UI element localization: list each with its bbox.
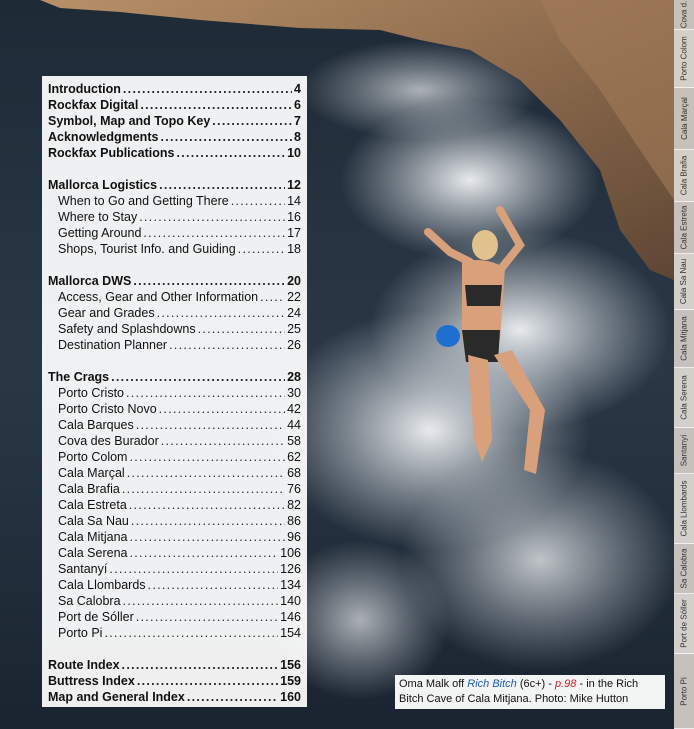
toc-entry[interactable] [48, 81, 301, 97]
toc-entry-title: Route Index [48, 658, 120, 672]
toc-leader-dots [238, 241, 285, 257]
section-tab[interactable] [674, 474, 694, 544]
toc-entry[interactable] [48, 561, 301, 577]
toc-entry-title: Acknowledgments [48, 130, 159, 144]
toc-entry[interactable] [48, 545, 301, 561]
toc-leader-dots [198, 321, 286, 337]
toc-entry-title: Access, Gear and Other Information [58, 290, 259, 304]
section-tab-label: Cala Marçal [679, 97, 689, 140]
toc-entry[interactable] [48, 385, 301, 401]
toc-spacer [48, 353, 301, 369]
toc-entry-page: 82 [287, 498, 301, 512]
section-tab[interactable] [674, 368, 694, 428]
toc-leader-dots [104, 625, 278, 641]
toc-leader-dots [111, 369, 285, 385]
toc-entry-page: 154 [280, 626, 301, 640]
toc-entry-page: 96 [287, 530, 301, 544]
toc-entry-title: Santanyí [58, 562, 108, 576]
section-tab[interactable] [674, 30, 694, 88]
section-tab[interactable] [674, 202, 694, 254]
toc-entry-page: 22 [287, 290, 301, 304]
section-tab-label: Porto Colom [679, 36, 689, 81]
toc-entry-page: 106 [280, 546, 301, 560]
toc-entry-title: Where to Stay [58, 210, 138, 224]
toc-entry-title: Rockfax Publications [48, 146, 175, 160]
toc-entry[interactable] [48, 593, 301, 609]
toc-entry-page: 146 [280, 610, 301, 624]
toc-leader-dots [260, 289, 285, 305]
toc-entry-title: Port de Sóller [58, 610, 134, 624]
toc-leader-dots [122, 657, 279, 673]
toc-entry[interactable] [48, 465, 301, 481]
toc-leader-dots [159, 401, 285, 417]
toc-entry-page: 159 [280, 674, 301, 688]
toc-entry-title: The Crags [48, 370, 110, 384]
toc-entry[interactable] [48, 241, 301, 257]
section-tab-label: Cova d. [679, 0, 689, 29]
toc-entry-title: Cova des Burador [58, 434, 159, 448]
toc-entry-title: Cala Brafia [58, 482, 120, 496]
caption-text-2: (6c+) - [516, 678, 555, 690]
toc-entry-page: 17 [287, 226, 301, 240]
caption-text-1: Oma Malk off [399, 678, 468, 690]
toc-entry[interactable] [48, 129, 301, 145]
toc-entry-title: Mallorca Logistics [48, 178, 158, 192]
toc-entry-title: Shops, Tourist Info. and Guiding [58, 242, 236, 256]
toc-entry[interactable] [48, 433, 301, 449]
toc-entry[interactable] [48, 369, 301, 385]
toc-entry[interactable] [48, 497, 301, 513]
toc-entry-title: Destination Planner [58, 338, 168, 352]
section-tab[interactable] [674, 150, 694, 202]
section-tab-label: Porto Pi [679, 676, 689, 706]
toc-leader-dots [143, 225, 285, 241]
toc-leader-dots [140, 97, 292, 113]
toc-entry[interactable] [48, 417, 301, 433]
section-tab[interactable] [674, 254, 694, 310]
toc-entry-title: Porto Pi [58, 626, 103, 640]
section-tab-label: Port de Sóller [679, 599, 689, 648]
toc-entry-page: 156 [280, 658, 301, 672]
toc-leader-dots [136, 417, 285, 433]
toc-entry[interactable] [48, 225, 301, 241]
toc-leader-dots [159, 177, 285, 193]
toc-entry-page: 44 [287, 418, 301, 432]
toc-entry-title: Cala Estreta [58, 498, 127, 512]
toc-leader-dots [148, 577, 279, 593]
section-tab[interactable] [674, 88, 694, 150]
toc-entry-title: Safety and Splashdowns [58, 322, 196, 336]
toc-leader-dots [212, 113, 292, 129]
toc-entry-page: 140 [280, 594, 301, 608]
toc-entry[interactable] [48, 97, 301, 113]
toc-entry-page: 4 [294, 82, 301, 96]
toc-entry[interactable] [48, 625, 301, 641]
toc-entry[interactable] [48, 689, 301, 705]
toc-entry-title: Map and General Index [48, 690, 185, 704]
toc-entry[interactable] [48, 449, 301, 465]
toc-entry-title: Cala Llombards [58, 578, 146, 592]
toc-leader-dots [123, 593, 279, 609]
toc-leader-dots [130, 545, 279, 561]
toc-leader-dots [176, 145, 285, 161]
toc-entry-title: Porto Colom [58, 450, 128, 464]
toc-entry[interactable] [48, 209, 301, 225]
toc-entry[interactable] [48, 177, 301, 193]
section-tab-label: Santanyí [679, 434, 689, 467]
toc-entry-title: Introduction [48, 82, 121, 96]
toc-entry[interactable] [48, 289, 301, 305]
toc-entry-title: Cala Serena [58, 546, 128, 560]
toc-entry[interactable] [48, 657, 301, 673]
toc-entry-page: 126 [280, 562, 301, 576]
toc-entry-title: Mallorca DWS [48, 274, 132, 288]
section-tab[interactable] [674, 428, 694, 474]
toc-entry[interactable] [48, 321, 301, 337]
toc-entry-page: 42 [287, 402, 301, 416]
section-tab-label: Cala Estreta [679, 205, 689, 250]
section-tab[interactable] [674, 594, 694, 654]
toc-leader-dots [157, 305, 286, 321]
toc-entry[interactable] [48, 481, 301, 497]
toc-leader-dots [126, 385, 285, 401]
section-tab-label: Cala Serena [679, 375, 689, 420]
toc-leader-dots [160, 129, 292, 145]
toc-entry-page: 8 [294, 130, 301, 144]
toc-entry-title: Rockfax Digital [48, 98, 139, 112]
toc-entry[interactable] [48, 577, 301, 593]
toc-entry-page: 18 [287, 242, 301, 256]
toc-spacer [48, 161, 301, 177]
toc-leader-dots [129, 497, 285, 513]
toc-leader-dots [109, 561, 278, 577]
toc-leader-dots [187, 689, 278, 705]
toc-entry-title: Cala Marçal [58, 466, 125, 480]
toc-entry-page: 7 [294, 114, 301, 128]
toc-entry[interactable] [48, 145, 301, 161]
section-tab[interactable] [674, 654, 694, 729]
toc-entry-page: 25 [287, 322, 301, 336]
toc-leader-dots [122, 481, 285, 497]
toc-entry-page: 76 [287, 482, 301, 496]
caption-text-3: - in the Rich Bitch Cave of Cala Mitjana. Photo: Mike Hutton [399, 678, 639, 705]
toc-leader-dots [137, 673, 278, 689]
toc-entry-title: Gear and Grades [58, 306, 155, 320]
toc-entry-title: Buttress Index [48, 674, 135, 688]
toc-entry-page: 28 [287, 370, 301, 384]
toc-entry-title: Sa Calobra [58, 594, 121, 608]
toc-entry-page: 20 [287, 274, 301, 288]
toc-leader-dots [133, 273, 285, 289]
toc-entry-title: Porto Cristo [58, 386, 124, 400]
section-tab[interactable] [674, 544, 694, 594]
caption-route-name: Rich Bitch [467, 678, 517, 690]
toc-entry-page: 58 [287, 434, 301, 448]
photo-caption [395, 675, 665, 709]
toc-entry-title: Symbol, Map and Topo Key [48, 114, 211, 128]
toc-entry-title: Cala Mitjana [58, 530, 128, 544]
table-of-contents [42, 76, 307, 707]
toc-entry[interactable] [48, 113, 301, 129]
toc-entry-page: 10 [287, 146, 301, 160]
toc-leader-dots [231, 193, 285, 209]
toc-leader-dots [139, 209, 285, 225]
toc-entry-page: 68 [287, 466, 301, 480]
section-tab-label: Sa Calobra [679, 548, 689, 589]
toc-entry[interactable] [48, 673, 301, 689]
toc-entry-page: 24 [287, 306, 301, 320]
section-tab[interactable] [674, 310, 694, 368]
toc-leader-dots [131, 513, 285, 529]
toc-entry-page: 134 [280, 578, 301, 592]
toc-entry-page: 30 [287, 386, 301, 400]
toc-entry[interactable] [48, 609, 301, 625]
toc-leader-dots [161, 433, 285, 449]
toc-spacer [48, 257, 301, 273]
toc-entry-page: 14 [287, 194, 301, 208]
toc-entry[interactable] [48, 193, 301, 209]
toc-entry-title: Porto Cristo Novo [58, 402, 157, 416]
toc-leader-dots [136, 609, 278, 625]
section-tab-label: Cala Brafia [679, 155, 689, 196]
toc-spacer [48, 641, 301, 657]
toc-leader-dots [123, 81, 292, 97]
toc-entry[interactable] [48, 337, 301, 353]
toc-entry[interactable] [48, 529, 301, 545]
toc-entry-page: 12 [287, 178, 301, 192]
toc-entry-title: Cala Sa Nau [58, 514, 129, 528]
toc-entry[interactable] [48, 401, 301, 417]
toc-leader-dots [129, 529, 285, 545]
section-tab-label: Cala Sa Nau [679, 258, 689, 305]
section-tab-label: Cala Llombards [679, 480, 689, 537]
section-tab[interactable] [674, 0, 694, 30]
toc-entry-page: 160 [280, 690, 301, 704]
section-tabs [674, 0, 694, 729]
toc-entry-title: When to Go and Getting There [58, 194, 229, 208]
toc-leader-dots [129, 449, 285, 465]
toc-entry-page: 86 [287, 514, 301, 528]
toc-leader-dots [127, 465, 285, 481]
toc-entry-page: 62 [287, 450, 301, 464]
caption-page-ref[interactable]: p.98 [555, 678, 577, 690]
toc-entry-page: 16 [287, 210, 301, 224]
toc-entry[interactable] [48, 305, 301, 321]
toc-entry-page: 6 [294, 98, 301, 112]
toc-entry[interactable] [48, 273, 301, 289]
toc-entry-title: Getting Around [58, 226, 142, 240]
toc-entry[interactable] [48, 513, 301, 529]
toc-entry-title: Cala Barques [58, 418, 134, 432]
toc-leader-dots [169, 337, 285, 353]
section-tab-label: Cala Mitjana [679, 316, 689, 361]
toc-entry-page: 26 [287, 338, 301, 352]
